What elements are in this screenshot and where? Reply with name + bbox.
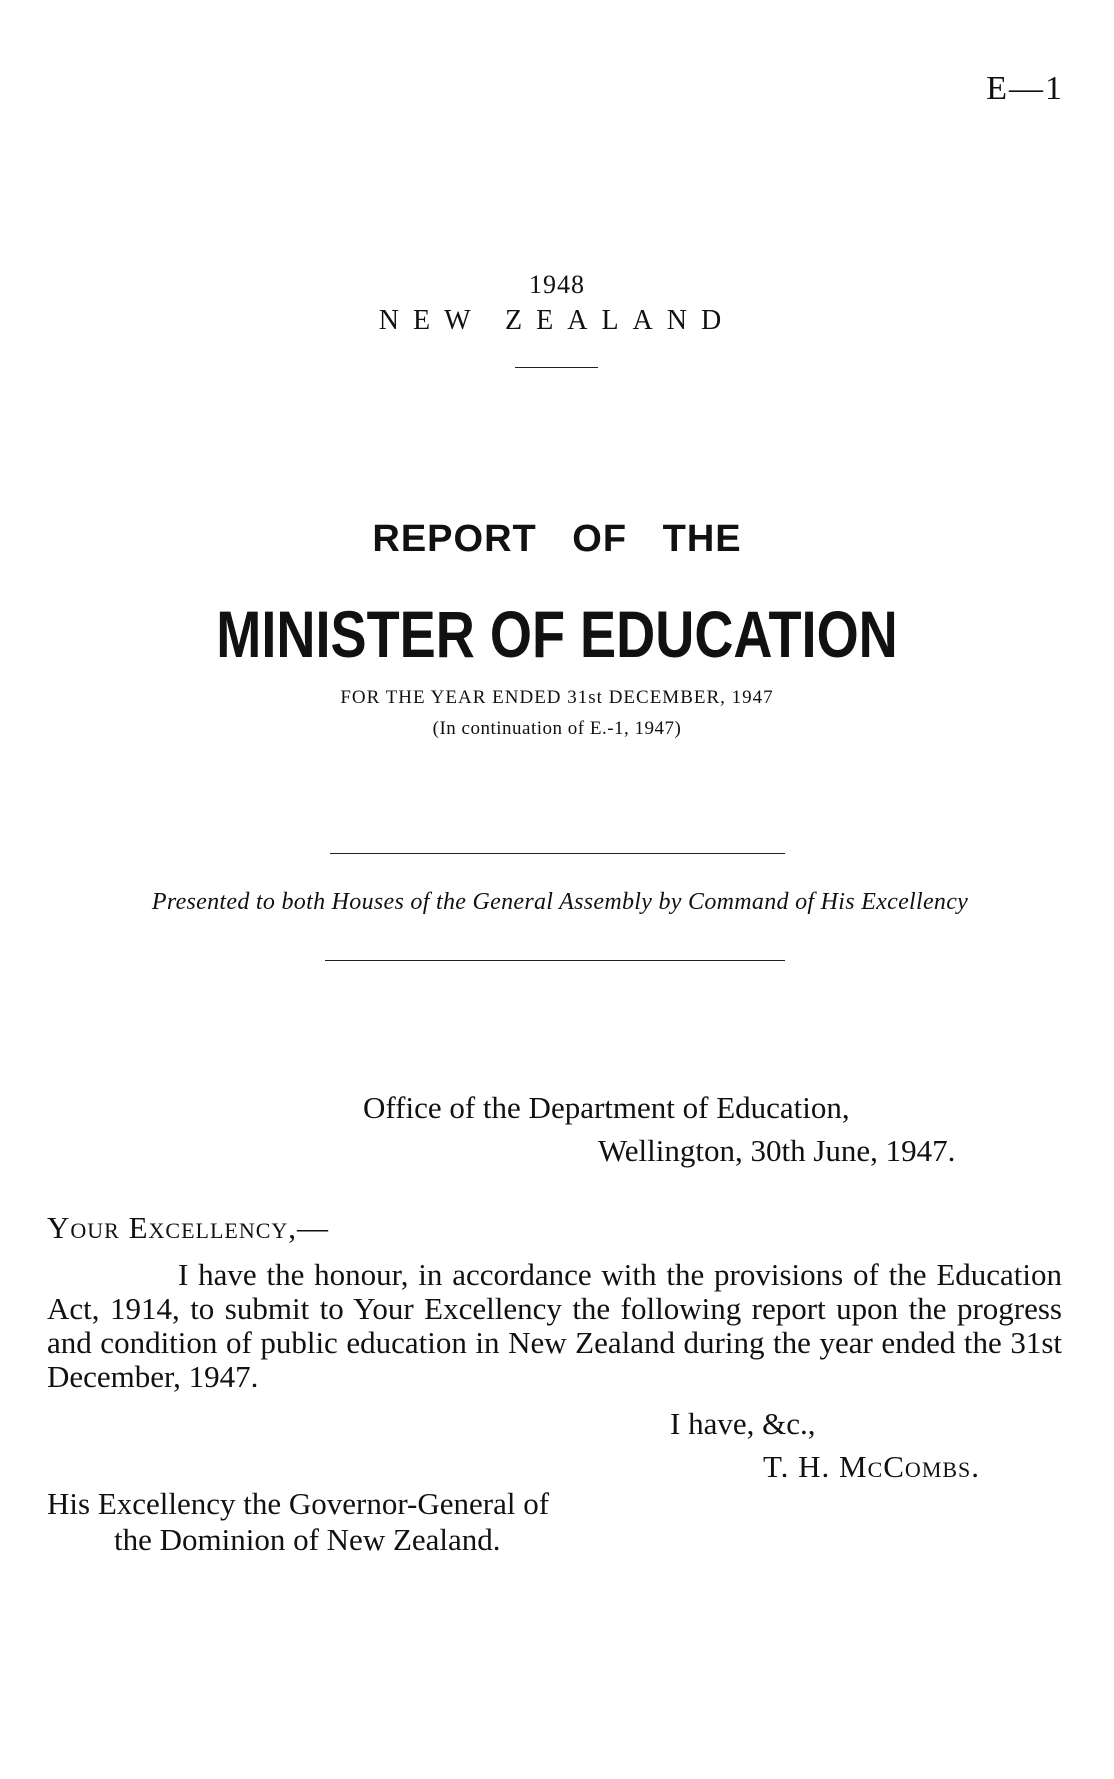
document-reference: E—1 — [986, 70, 1064, 107]
letter-closing: I have, &c., — [670, 1406, 816, 1441]
office-address-line2: Wellington, 30th June, 1947. — [598, 1133, 956, 1168]
divider-upper — [330, 853, 785, 854]
divider-lower — [325, 960, 785, 961]
country-heading: NEW ZEALAND — [378, 305, 736, 336]
document-title: MINISTER OF EDUCATION — [216, 597, 898, 671]
year-ended-line: FOR THE YEAR ENDED 31st DECEMBER, 1947 — [340, 687, 774, 708]
addressee-line1: His Excellency the Governor-General of — [47, 1486, 550, 1521]
divider-short — [515, 367, 598, 368]
publication-year: 1948 — [529, 270, 585, 299]
signature: T. H. McCombs. — [763, 1449, 981, 1484]
presented-line: Presented to both Houses of the General Assembly by Command of His Excellency — [151, 889, 969, 915]
addressee-line2: the Dominion of New Zealand. — [114, 1522, 501, 1557]
office-address-line1: Office of the Department of Education, — [363, 1090, 850, 1125]
report-of-heading: REPORT OF THE — [372, 518, 742, 560]
continuation-line: (In continuation of E.-1, 1947) — [432, 718, 682, 739]
salutation: Your Excellency,— — [47, 1210, 330, 1245]
letter-body: I have the honour, in accordance with the provisions of the Education Act, 1914, to submit to Your Excellency the following report upon the progress and condition of public education in New Zealand during the year ended the 31st December, 1947. — [47, 1257, 1062, 1394]
